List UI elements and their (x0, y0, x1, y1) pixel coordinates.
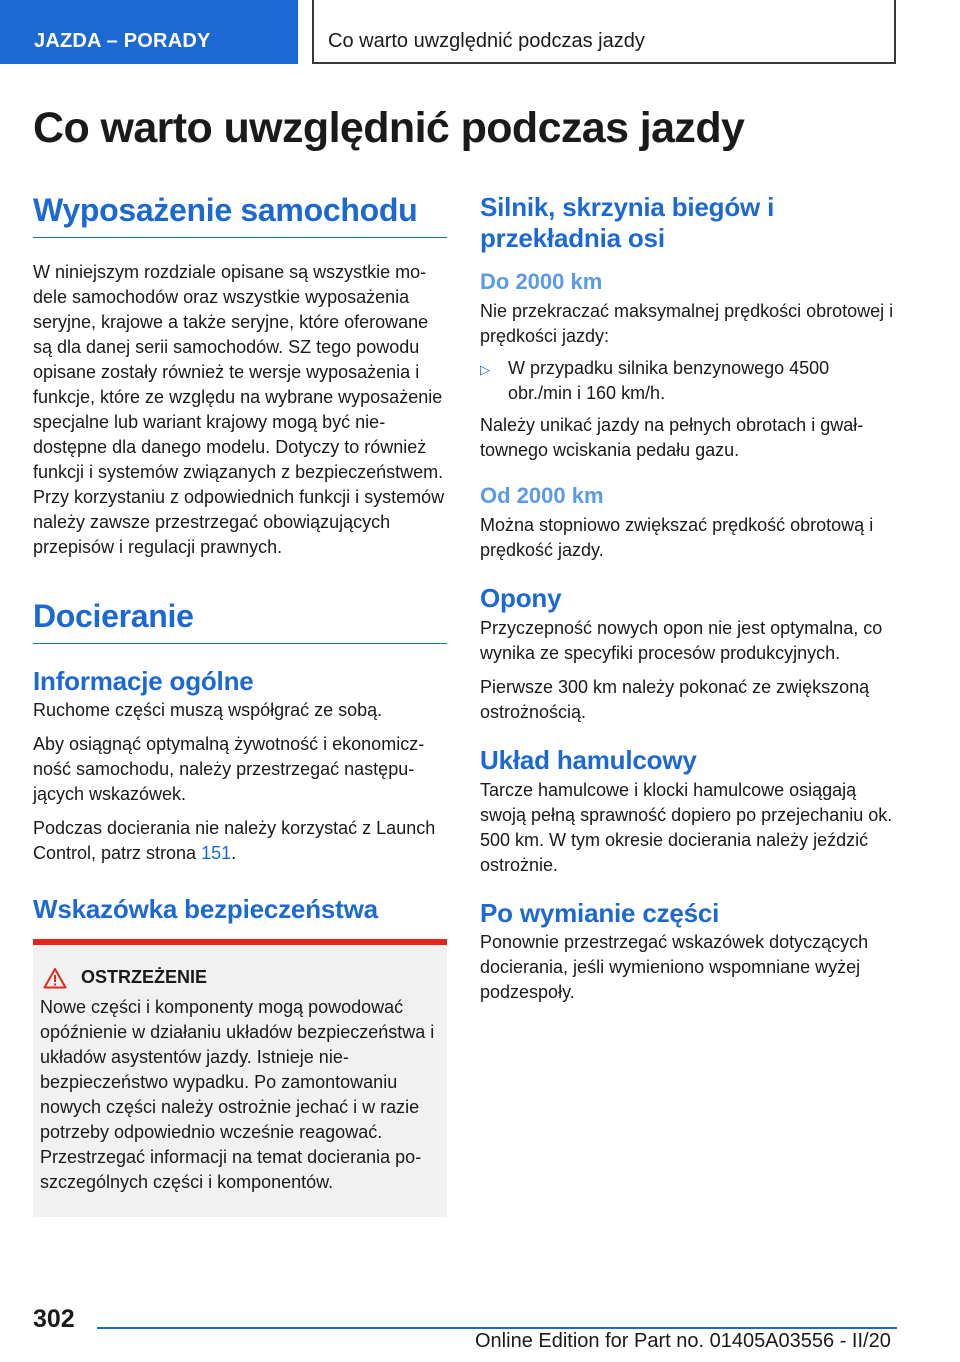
general-info-p2: Aby osiągnąć optymalną żywotność i ekonomiczność samochodu, należy przestrzegać następujących wskazówek. (33, 734, 425, 805)
tires-p2: Pierwsze 300 km należy pokonać ze zwiększoną ostrożnością. (480, 677, 870, 723)
warning-triangle-icon (43, 967, 67, 989)
general-info-p3-end: . (231, 843, 237, 864)
tires-p1: Przyczepność nowych opon nie jest optymalna, co wynika ze specyfiki procesów produkcyjnych. (480, 618, 883, 664)
equipment-paragraph: W niniejszym rozdziale opisane są wszystkie modele samochodów oraz wszystkie wyposażenia seryjne, krajowe a także seryjne, które oferowane są dla danej serii samochodów. SZ tego powodu opisane zostały również te wersje wyposażenia i funkcje, które ze względu na wybrane wyposażenie specjalne lub wariant krajowy mogą być niedostępne dla danego modelu. Dotyczy to również funkcji i systemów związanych z bezpieczeństwem. Przy korzystaniu z odpowiednich funkcji i systemów należy zawsze przestrzegać obowiązujących przepisów i regulacji prawnych. (33, 261, 445, 557)
upto-2000-heading: Do 2000 km (480, 269, 603, 295)
general-info-heading: Informacje ogólne (33, 665, 254, 696)
upto-2000-p2: Należy unikać jazdy na pełnych obrotach i gwałtownego wciskania pedału gazu. (480, 415, 864, 461)
engine-heading: Silnik, skrzynia biegów i przekładnia osi (480, 192, 775, 253)
upto-2000-p1: Nie przekraczać maksymalnej prędkości obrotowej i prędkości jazdy: (480, 301, 894, 347)
from-2000-p1: Można stopniowo zwiększać prędkość obrotową i prędkość jazdy. (480, 515, 874, 561)
header-section-tab: JAZDA – PORADY (0, 0, 298, 64)
break-in-heading: Docieranie (33, 598, 447, 644)
page-title: Co warto uwzględnić podczas jazdy (33, 104, 745, 152)
general-info-p1: Ruchome części muszą współgrać ze sobą. (33, 700, 383, 721)
brakes-p1: Tarcze hamulcowe i klocki hamulcowe osiągają swoją pełną sprawność dopiero po przejechaniu ok. 500 km. W tym okresie docierania należy jeździć ostrożnie. (480, 779, 893, 875)
warning-title: OSTRZEŻENIE (81, 967, 208, 988)
page-number: 302 (33, 1305, 75, 1333)
right-column (480, 192, 896, 1005)
footer-divider (97, 1327, 897, 1329)
bullet-triangle-icon: ▷ (480, 362, 490, 378)
general-info-p3-text: Podczas docierania nie należy korzystać z Launch Control, patrz strona (33, 818, 436, 864)
footer-edition: Online Edition for Part no. 01405A03556 - II/20 (475, 1330, 891, 1352)
tires-heading: Opony (480, 583, 562, 614)
brakes-heading: Układ hamulcowy (480, 745, 697, 776)
safety-heading: Wskazówka bezpieczeństwa (33, 894, 378, 925)
equipment-heading: Wyposażenie samochodu (33, 192, 447, 238)
warning-box (33, 939, 447, 1217)
parts-heading: Po wymianie części (480, 897, 720, 928)
upto-2000-bullet-text: W przypadku silnika benzynowego 4500 obr./min i 160 km/h. (508, 358, 830, 404)
parts-p1: Ponownie przestrzegać wskazówek dotyczących docierania, jeśli wymieniono wspomniane wyżej podzespoły. (480, 932, 869, 1003)
from-2000-heading: Od 2000 km (480, 483, 604, 509)
general-info-p3 (33, 816, 447, 866)
header-topic-tab: Co warto uwzględnić podczas jazdy (312, 0, 896, 64)
warning-header (43, 967, 439, 989)
left-column (33, 192, 447, 1217)
upto-2000-bullet (480, 356, 896, 406)
warning-text: Nowe części i komponenty mogą powodować opóźnienie w działaniu układów bezpieczeństwa i układów asystentów jazdy. Istnieje niebezpieczeństwo wypadku. Po zamontowaniu nowych części należy ostrożnie jechać i w razie potrzeby odpowiednio wcześnie reagować. Przestrzegać informacji na temat docierania poszczególnych części i komponentów. (40, 996, 435, 1192)
page-link-151[interactable]: 151 (201, 843, 232, 864)
